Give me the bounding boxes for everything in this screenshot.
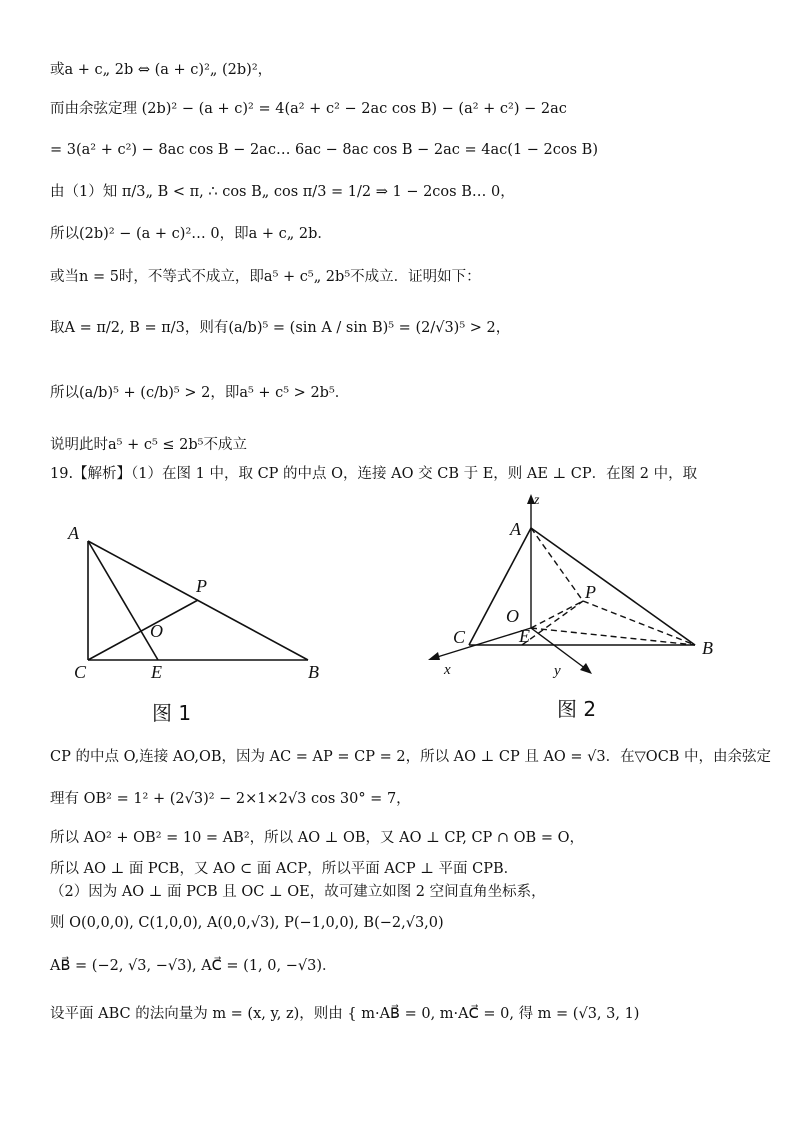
text-line-7: 取A = π/2, B = π/3，则有(a/b)⁵ = (sin A / sin B)⁵ = (2/√3)⁵ > 2， xyxy=(50,320,511,336)
label-o: O xyxy=(150,621,163,641)
label-c: C xyxy=(74,662,87,682)
label-x: x xyxy=(444,662,451,678)
label-o: O xyxy=(506,606,519,626)
label-e: E xyxy=(519,626,530,646)
figure-2 xyxy=(420,488,730,728)
label-b: B xyxy=(308,662,319,682)
text-line-13: 所以 AO² + OB² = 10 = AB²，所以 AO ⊥ OB，又 AO ⊥ CP, CP ∩ OB = O， xyxy=(50,830,584,846)
label-y: y xyxy=(554,663,561,679)
figure-2-caption: 图 2 xyxy=(557,697,597,721)
edge-ap xyxy=(531,528,583,601)
edge-op xyxy=(531,601,583,628)
label-c: C xyxy=(453,627,466,647)
edge-pb xyxy=(583,601,695,645)
text-line-3: = 3(a² + c²) − 8ac cos B − 2ac… 6ac − 8ac cos B − 2ac = 4ac(1 − 2cos B) xyxy=(50,142,598,158)
text-line-15: （2）因为 AO ⊥ 面 PCB 且 OC ⊥ OE，故可建立如图 2 空间直角坐标系， xyxy=(50,884,546,900)
text-line-11: CP 的中点 O,连接 AO,OB，因为 AC = AP = CP = 2，所以 AO ⊥ CP 且 AO = √3．在▽OCB 中，由余弦定 xyxy=(50,749,772,765)
segment-cp xyxy=(88,600,198,660)
label-a: A xyxy=(68,523,79,543)
text-line-1: 或a + c„ 2b ⇔ (a + c)²„ (2b)²， xyxy=(50,62,273,78)
text-line-9: 说明此时a⁵ + c⁵ ≤ 2b⁵不成立 xyxy=(50,437,247,453)
label-a: A xyxy=(510,519,521,539)
text-line-4: 由（1）知 π/3„ B < π, ∴ cos B„ cos π/3 = 1/2 ⇒ 1 − 2cos B… 0， xyxy=(50,184,515,200)
text-line-8: 所以(a/b)⁵ + (c/b)⁵ > 2，即a⁵ + c⁵ > 2b⁵． xyxy=(50,385,350,401)
text-line-18: 设平面 ABC 的法向量为 m = (x, y, z)，则由 { m·AB⃗ = 0, m·AC⃗ = 0, 得 m = (√3, 3, 1) xyxy=(50,1006,640,1022)
figure-1 xyxy=(60,515,350,730)
axis-x xyxy=(434,628,531,658)
text-line-10: 19.【解析】（1）在图 1 中，取 CP 的中点 O，连接 AO 交 CB 于 E，则 AE ⊥ CP．在图 2 中，取 xyxy=(50,466,698,482)
text-line-2: 而由余弦定理 (2b)² − (a + c)² = 4(a² + c² − 2ac cos B) − (a² + c²) − 2ac xyxy=(50,101,567,117)
figure-1-svg xyxy=(60,515,350,730)
label-p: P xyxy=(585,582,596,602)
text-line-5: 所以(2b)² − (a + c)²… 0，即a + c„ 2b． xyxy=(50,226,332,242)
label-p: P xyxy=(196,576,207,596)
figure-2-svg xyxy=(420,488,730,728)
label-z: z xyxy=(534,493,540,508)
axis-x-arrow xyxy=(428,652,440,660)
text-line-6: 或当n = 5时，不等式不成立，即a⁵ + c⁵„ 2b⁵不成立．证明如下： xyxy=(50,269,481,285)
text-line-16: 则 O(0,0,0), C(1,0,0), A(0,0,√3), P(−1,0,0), B(−2,√3,0) xyxy=(50,915,444,931)
edge-ob xyxy=(531,628,695,645)
figure-1-caption: 图 1 xyxy=(152,701,192,725)
label-e: E xyxy=(151,662,162,682)
text-line-14: 所以 AO ⊥ 面 PCB，又 AO ⊂ 面 ACP，所以平面 ACP ⊥ 平面 CPB． xyxy=(50,861,519,877)
text-line-17: AB⃗ = (−2, √3, −√3), AC⃗ = (1, 0, −√3)． xyxy=(50,958,337,974)
axis-y-arrow xyxy=(580,663,592,674)
segment-ae xyxy=(88,541,158,660)
text-line-12: 理有 OB² = 1² + (2√3)² − 2×1×2√3 cos 30° = 7， xyxy=(50,791,411,807)
label-b: B xyxy=(702,638,713,658)
edge-ab xyxy=(531,528,695,645)
